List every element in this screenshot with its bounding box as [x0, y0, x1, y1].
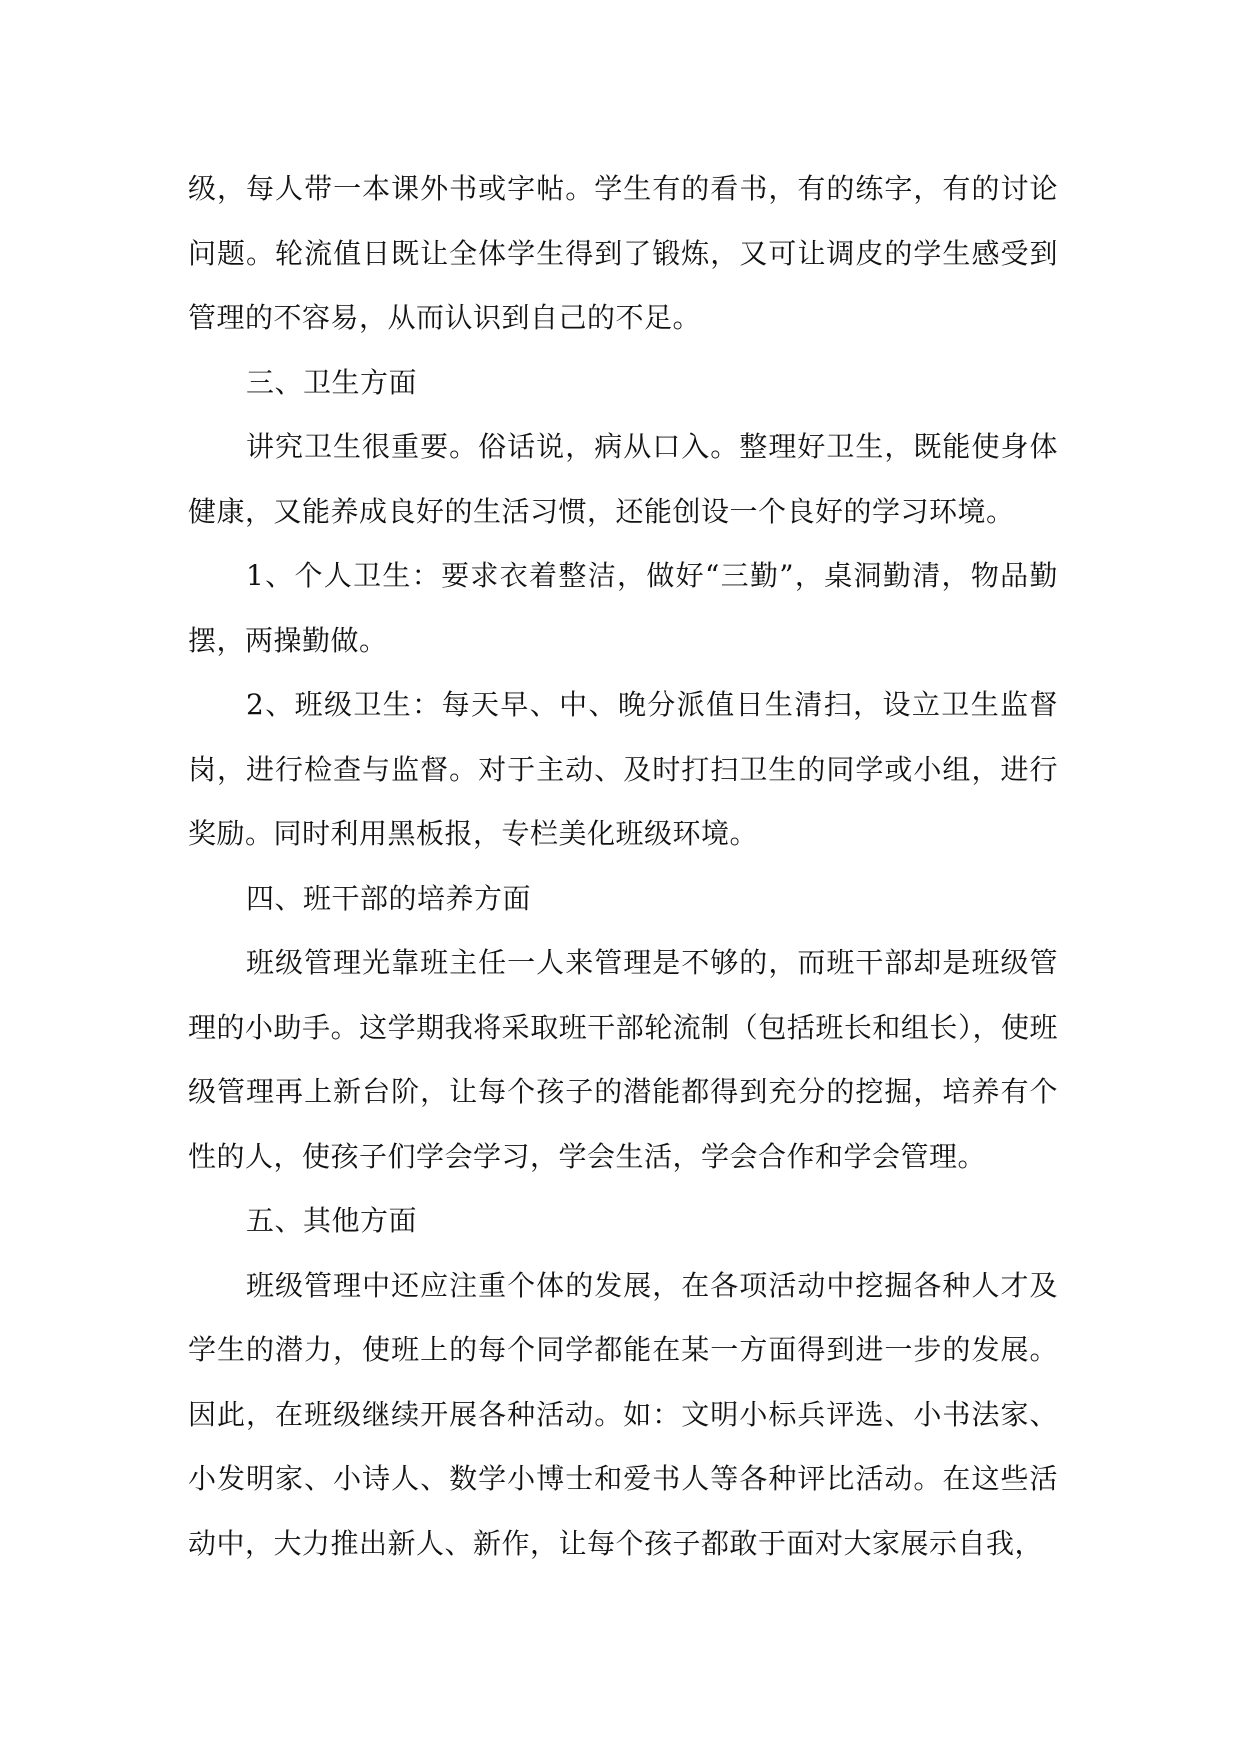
paragraph-personal-hygiene: 1、个人卫生：要求衣着整洁，做好“三勤”，桌洞勤清，物品勤摆，两操勤做。 — [188, 559, 1058, 657]
paragraph-other: 班级管理中还应注重个体的发展，在各项活动中挖掘各种人才及学生的潜力，使班上的每个同学都能在某一方面得到进一步的发展。因此，在班级继续开展各种活动。如：文明小标兵评选、小书法家、小发明家、小诗人、数学小博士和爱书人等各种评比活动。在这些活动中，大力推出新人、新作，让每个孩子都敢于面对大家展示自我， — [188, 1268, 1058, 1560]
section-heading-class-cadres: 四、班干部的培养方面 — [246, 881, 532, 915]
paragraph-class-cadres: 班级管理光靠班主任一人来管理是不够的，而班干部却是班级管理的小助手。这学期我将采取班干部轮流制（包括班长和组长），使班级管理再上新台阶，让每个孩子的潜能都得到充分的挖掘，培养有个性的人，使孩子们学会学习，学会生活，学会合作和学会管理。 — [188, 946, 1058, 1173]
document-body — [188, 157, 1058, 1576]
section-heading-other: 五、其他方面 — [246, 1204, 418, 1237]
paragraph-continued: 级，每人带一本课外书或字帖。学生有的看书，有的练字，有的讨论问题。轮流值日既让全体学生得到了锻炼，又可让调皮的学生感受到管理的不容易，从而认识到自己的不足。 — [188, 172, 1058, 334]
paragraph-class-hygiene: 2、班级卫生：每天早、中、晚分派值日生清扫，设立卫生监督岗，进行检查与监督。对于主动、及时打扫卫生的同学或小组，进行奖励。同时利用黑板报，专栏美化班级环境。 — [188, 688, 1058, 850]
section-heading-hygiene: 三、卫生方面 — [246, 365, 418, 399]
paragraph-hygiene-intro: 讲究卫生很重要。俗话说，病从口入。整理好卫生，既能使身体健康，又能养成良好的生活习惯，还能创设一个良好的学习环境。 — [188, 430, 1058, 528]
